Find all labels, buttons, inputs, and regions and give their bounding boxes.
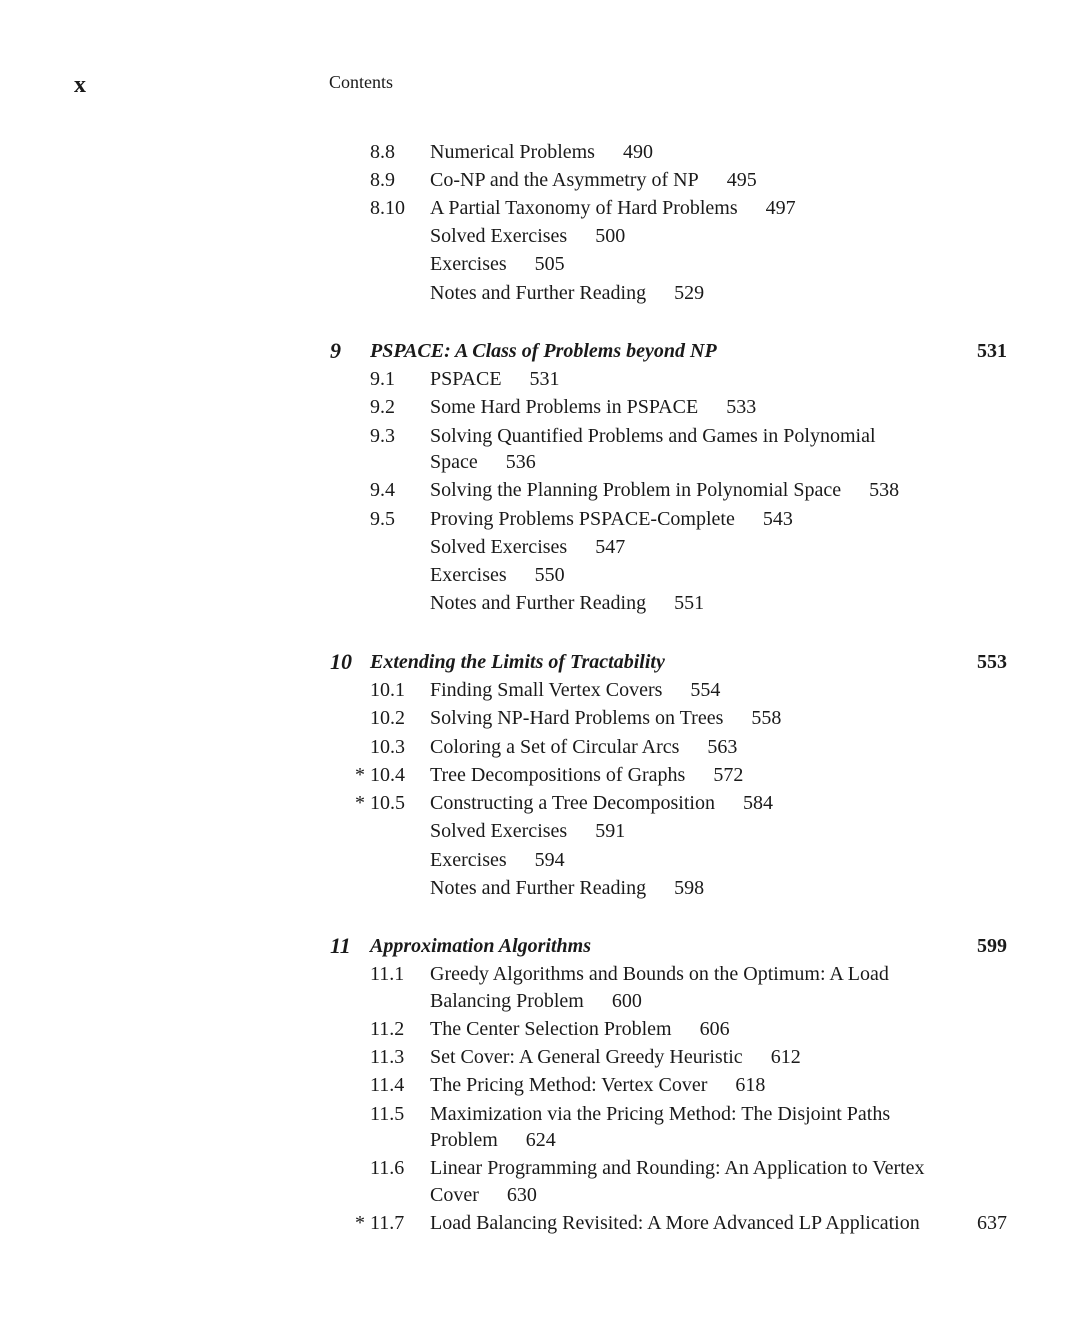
section-page: 612: [770, 1046, 801, 1068]
section-entry: [0, 1155, 1080, 1181]
section-entry: [0, 477, 1080, 503]
section-title-line: [430, 1182, 537, 1208]
section-title: Cover: [430, 1184, 479, 1206]
section-entry: [0, 875, 1080, 901]
section-title: Balancing Problem: [430, 990, 584, 1012]
section-page: 500: [595, 225, 626, 247]
section-number: 11.7: [370, 1212, 405, 1234]
section-page: 505: [534, 253, 565, 275]
section-title: The Pricing Method: Vertex Cover: [430, 1074, 708, 1096]
section-number: 11.2: [370, 1018, 405, 1040]
section-title: Set Cover: A General Greedy Heuristic: [430, 1046, 743, 1068]
section-title: Coloring a Set of Circular Arcs: [430, 736, 680, 758]
section-title: Solved Exercises: [430, 820, 568, 842]
section-page: 538: [869, 479, 900, 501]
chapter-number: 9: [330, 338, 341, 363]
section-title-line: [430, 423, 876, 449]
chapter-entry: [0, 933, 1080, 959]
section-entry: [0, 562, 1080, 588]
section-title-line: [430, 790, 773, 816]
section-title-line: [430, 506, 793, 532]
section-title-line: [430, 590, 704, 616]
section-page: 558: [751, 707, 782, 729]
optional-marker: *: [355, 1212, 365, 1234]
section-title-line: [430, 677, 720, 703]
section-number: 10.3: [370, 736, 405, 758]
chapter-entry: [0, 649, 1080, 675]
section-page: 495: [726, 169, 757, 191]
section-title: Space: [430, 451, 478, 473]
section-title: Exercises: [430, 849, 507, 871]
section-title-line: [430, 1127, 556, 1153]
section-title-line: [430, 280, 704, 306]
section-page: 531: [529, 368, 560, 390]
chapter-page: 599: [977, 935, 1007, 957]
section-entry: [0, 366, 1080, 392]
section-entry: [0, 705, 1080, 731]
chapter-page: 531: [977, 340, 1007, 362]
section-title: Proving Problems PSPACE-Complete: [430, 508, 735, 530]
section-entry: [0, 762, 1080, 788]
section-title-line: [430, 988, 642, 1014]
section-entry: [0, 449, 1080, 475]
section-entry: [0, 534, 1080, 560]
section-number: 11.5: [370, 1103, 405, 1125]
section-title-line: [430, 251, 565, 277]
section-number: 10.1: [370, 679, 405, 701]
section-title: Solving NP-Hard Problems on Trees: [430, 707, 724, 729]
section-page: 584: [742, 792, 773, 814]
section-title: Some Hard Problems in PSPACE: [430, 396, 699, 418]
section-title: Notes and Further Reading: [430, 592, 647, 614]
section-page: 533: [726, 396, 757, 418]
section-title: The Center Selection Problem: [430, 1018, 672, 1040]
section-page: 594: [534, 849, 565, 871]
section-title-line: [430, 1155, 925, 1181]
section-title-line: [430, 705, 781, 731]
section-entry: [0, 1210, 1080, 1236]
section-page: 572: [713, 764, 744, 786]
section-number: 9.5: [370, 508, 395, 530]
section-title: Co-NP and the Asymmetry of NP: [430, 169, 699, 191]
section-title: Solving the Planning Problem in Polynomial Space: [430, 479, 842, 501]
section-title-line: [430, 875, 704, 901]
section-title: Solved Exercises: [430, 225, 568, 247]
section-page: 490: [622, 141, 653, 163]
chapter-number: 10: [330, 649, 352, 674]
section-title: Linear Programming and Rounding: An Application to Vertex: [430, 1157, 925, 1179]
section-entry: [0, 790, 1080, 816]
section-title-line: [430, 1210, 920, 1236]
section-number: 11.1: [370, 963, 405, 985]
chapter-title: PSPACE: A Class of Problems beyond NP: [370, 340, 717, 362]
section-entry: [0, 1127, 1080, 1153]
section-number: 9.4: [370, 479, 395, 501]
section-title-line: [430, 762, 743, 788]
section-title: Load Balancing Revisited: A More Advanced LP Application: [430, 1212, 920, 1234]
section-title: Constructing a Tree Decomposition: [430, 792, 715, 814]
section-title: Greedy Algorithms and Bounds on the Optimum: A Load: [430, 963, 889, 985]
section-page: 536: [505, 451, 536, 473]
section-number: 8.9: [370, 169, 395, 191]
section-entry: [0, 423, 1080, 449]
section-title: Problem: [430, 1129, 498, 1151]
section-title: A Partial Taxonomy of Hard Problems: [430, 197, 738, 219]
section-page: 554: [690, 679, 721, 701]
section-entry: [0, 734, 1080, 760]
section-title: Maximization via the Pricing Method: The Disjoint Paths: [430, 1103, 891, 1125]
section-page: 630: [506, 1184, 537, 1206]
section-entry: [0, 677, 1080, 703]
section-entry: [0, 1182, 1080, 1208]
section-entry: [0, 590, 1080, 616]
section-page: 497: [765, 197, 796, 219]
section-entry: [0, 1101, 1080, 1127]
section-title: Exercises: [430, 564, 507, 586]
section-page: 637: [977, 1212, 1007, 1234]
section-title: PSPACE: [430, 368, 502, 390]
section-page: 543: [762, 508, 793, 530]
section-entry: [0, 195, 1080, 221]
section-title-line: [430, 818, 625, 844]
chapter-title: Approximation Algorithms: [370, 935, 591, 957]
section-entry: [0, 1072, 1080, 1098]
section-number: 10.2: [370, 707, 405, 729]
optional-marker: *: [355, 764, 365, 786]
section-entry: [0, 988, 1080, 1014]
section-number: 9.3: [370, 425, 395, 447]
section-title-line: [430, 477, 899, 503]
section-number: 11.3: [370, 1046, 405, 1068]
section-page: 550: [534, 564, 565, 586]
section-title: Finding Small Vertex Covers: [430, 679, 663, 701]
section-entry: [0, 1016, 1080, 1042]
section-title: Tree Decompositions of Graphs: [430, 764, 686, 786]
section-page: 563: [707, 736, 738, 758]
section-number: 10.4: [370, 764, 405, 786]
page-number: x: [74, 72, 86, 98]
section-entry: [0, 280, 1080, 306]
section-title: Solving Quantified Problems and Games in Polynomial: [430, 425, 876, 447]
chapter-page: 553: [977, 651, 1007, 673]
section-title-line: [430, 562, 565, 588]
section-title-line: [430, 167, 757, 193]
running-head: Contents: [329, 72, 394, 92]
section-title-line: [430, 1044, 801, 1070]
section-title-line: [430, 1016, 730, 1042]
section-title-line: [430, 223, 625, 249]
section-number: 10.5: [370, 792, 405, 814]
section-page: 598: [674, 877, 705, 899]
section-title-line: [430, 449, 536, 475]
section-title-line: [430, 1101, 890, 1127]
section-page: 606: [699, 1018, 730, 1040]
section-entry: [0, 139, 1080, 165]
section-title: Notes and Further Reading: [430, 877, 647, 899]
section-number: 8.10: [370, 197, 405, 219]
chapter-title: Extending the Limits of Tractability: [370, 651, 665, 673]
section-title: Numerical Problems: [430, 141, 595, 163]
section-number: 9.2: [370, 396, 395, 418]
section-entry: [0, 394, 1080, 420]
section-title-line: [430, 847, 565, 873]
section-title-line: [430, 195, 796, 221]
chapter-entry: [0, 338, 1080, 364]
section-entry: [0, 961, 1080, 987]
section-page: 600: [611, 990, 642, 1012]
section-page: 618: [735, 1074, 766, 1096]
section-title-line: [430, 366, 560, 392]
section-entry: [0, 1044, 1080, 1070]
section-number: 9.1: [370, 368, 395, 390]
section-page: 529: [674, 282, 705, 304]
section-page: 551: [674, 592, 705, 614]
section-title-line: [430, 961, 889, 987]
section-entry: [0, 506, 1080, 532]
section-number: 8.8: [370, 141, 395, 163]
section-page: 624: [525, 1129, 556, 1151]
section-entry: [0, 223, 1080, 249]
section-entry: [0, 167, 1080, 193]
section-number: 11.4: [370, 1074, 405, 1096]
section-entry: [0, 847, 1080, 873]
section-title-line: [430, 734, 737, 760]
section-title: Notes and Further Reading: [430, 282, 647, 304]
section-entry: [0, 818, 1080, 844]
section-title-line: [430, 139, 653, 165]
section-title-line: [430, 394, 756, 420]
section-number: 11.6: [370, 1157, 405, 1179]
section-title-line: [430, 534, 625, 560]
section-title: Solved Exercises: [430, 536, 568, 558]
section-page: 547: [595, 536, 626, 558]
section-title: Exercises: [430, 253, 507, 275]
section-title-line: [430, 1072, 765, 1098]
section-entry: [0, 251, 1080, 277]
section-page: 591: [595, 820, 626, 842]
optional-marker: *: [355, 792, 365, 814]
chapter-number: 11: [330, 933, 351, 958]
